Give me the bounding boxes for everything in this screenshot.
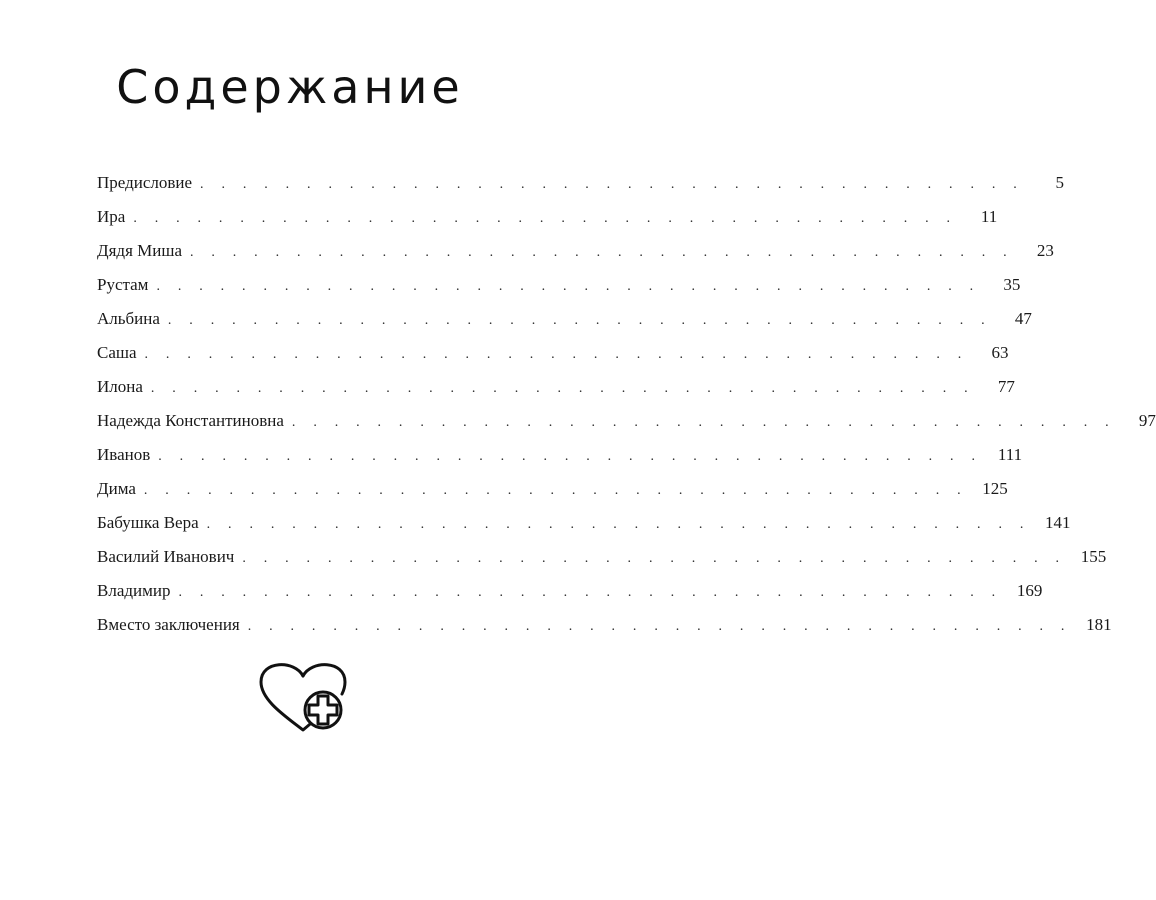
toc-entry-page: 5 bbox=[1055, 173, 1064, 192]
toc-entry bbox=[97, 506, 1071, 540]
toc-entry bbox=[97, 404, 1156, 438]
toc-leader-dots: . . . . . . . . . . . . . . . . . . . . . . . . . . . . . . . . . . . . . . . bbox=[247, 619, 1072, 634]
toc-entry-page: 47 bbox=[1014, 309, 1032, 328]
table-of-contents bbox=[97, 166, 1156, 642]
toc-entry-page: 35 bbox=[1003, 275, 1021, 294]
toc-entry bbox=[97, 574, 1043, 608]
toc-leader-dots: . . . . . . . . . . . . . . . . . . . . . . . . . . . . . . . . . . . . . . . bbox=[178, 585, 1003, 600]
toc-entry-page: 155 bbox=[1080, 547, 1107, 566]
toc-entry-label: Бабушка Вера bbox=[97, 513, 199, 532]
toc-leader-dots: . . . . . . . . . . . . . . . . . . . . . . . . . . . . . . . . . . . . . . . bbox=[144, 347, 969, 362]
toc-leader-dots: . . . . . . . . . . . . . . . . . . . . . . . . . . . . . . . . . . . . . . . bbox=[156, 279, 981, 294]
toc-leader-dots: . . . . . . . . . . . . . . . . . . . . . . . . . . . . . . . . . . . . . . . bbox=[167, 313, 992, 328]
toc-entry-page: 11 bbox=[980, 207, 998, 226]
page-title: Содержание bbox=[116, 60, 464, 114]
toc-entry-label: Дядя Миша bbox=[97, 241, 182, 260]
toc-leader-dots: . . . . . . . . . . . . . . . . . . . . . . . . . . . . . . . . . . . . . . . bbox=[291, 415, 1116, 430]
toc-leader-dots: . . . . . . . . . . . . . . . . . . . . . . . . . . . . . . . . . . . . . . . bbox=[158, 449, 983, 464]
toc-entry-label: Дима bbox=[97, 479, 136, 498]
toc-leader-dots: . . . . . . . . . . . . . . . . . . . . . . . . . . . . . . . . . . . . . . . bbox=[206, 517, 1031, 532]
toc-entry-page: 169 bbox=[1016, 581, 1043, 600]
toc-entry-label: Вместо заключения bbox=[97, 615, 240, 634]
toc-entry-label: Илона bbox=[97, 377, 143, 396]
toc-entry-page: 125 bbox=[982, 479, 1008, 498]
toc-leader-dots: . . . . . . . . . . . . . . . . . . . . . . . . . . . . . . . . . . . . . . . bbox=[200, 177, 1024, 192]
toc-entry-page: 111 bbox=[997, 445, 1023, 464]
heart-outline-right bbox=[303, 665, 345, 694]
toc-leader-dots: . . . . . . . . . . . . . . . . . . . . . . . . . . . . . . . . . . . . . . . bbox=[133, 211, 958, 226]
toc-entry-page: 181 bbox=[1086, 615, 1112, 634]
toc-entry-page: 97 bbox=[1138, 411, 1156, 430]
toc-entry-label: Иванов bbox=[97, 445, 151, 464]
toc-entry-label: Рустам bbox=[97, 275, 149, 294]
toc-entry bbox=[97, 370, 1015, 404]
toc-entry bbox=[97, 268, 1021, 302]
heart-medical-cross-icon bbox=[257, 654, 349, 734]
toc-entry bbox=[97, 472, 1008, 506]
toc-entry-page: 77 bbox=[997, 377, 1015, 396]
toc-entry-page: 63 bbox=[991, 343, 1009, 362]
toc-entry bbox=[97, 336, 1009, 370]
toc-leader-dots: . . . . . . . . . . . . . . . . . . . . . . . . . . . . . . . . . . . . . . . bbox=[150, 381, 975, 396]
toc-leader-dots: . . . . . . . . . . . . . . . . . . . . . . . . . . . . . . . . . . . . . . . bbox=[242, 551, 1067, 566]
toc-entry-label: Альбина bbox=[97, 309, 160, 328]
toc-entry-page: 23 bbox=[1036, 241, 1054, 260]
toc-entry-page: 141 bbox=[1045, 513, 1071, 532]
toc-entry bbox=[97, 302, 1032, 336]
toc-entry bbox=[97, 438, 1023, 472]
toc-entry bbox=[97, 608, 1112, 642]
toc-leader-dots: . . . . . . . . . . . . . . . . . . . . . . . . . . . . . . . . . . . . . . . bbox=[189, 245, 1014, 260]
toc-entry-label: Предисловие bbox=[97, 173, 193, 192]
toc-entry-label: Василий Иванович bbox=[97, 547, 235, 566]
toc-entry bbox=[97, 200, 998, 234]
toc-entry-label: Надежда Константиновна bbox=[97, 411, 284, 430]
toc-entry bbox=[97, 540, 1107, 574]
toc-entry-label: Ира bbox=[97, 207, 126, 226]
toc-entry-label: Саша bbox=[97, 343, 137, 362]
toc-entry bbox=[97, 234, 1054, 268]
toc-entry-label: Владимир bbox=[97, 581, 171, 600]
toc-entry bbox=[97, 166, 1064, 200]
toc-leader-dots: . . . . . . . . . . . . . . . . . . . . . . . . . . . . . . . . . . . . . . . bbox=[143, 483, 968, 498]
